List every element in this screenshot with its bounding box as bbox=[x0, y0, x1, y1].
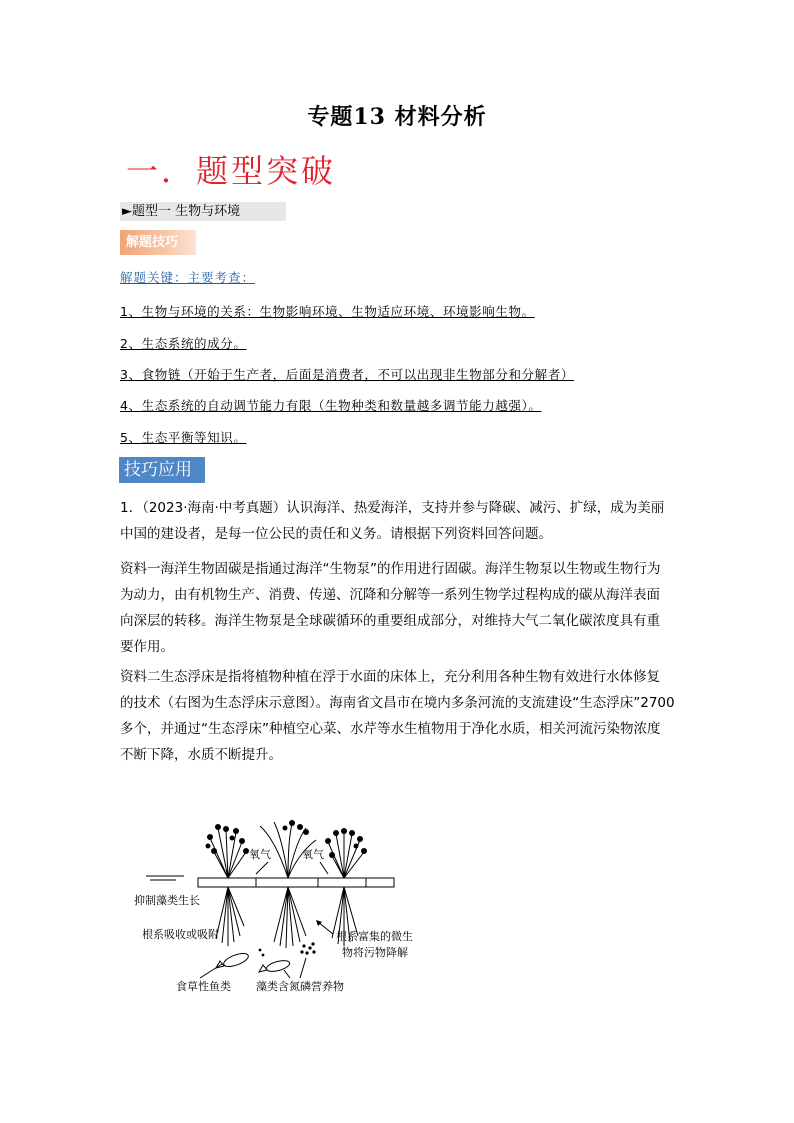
oxygen-label-left: 氧气 bbox=[249, 848, 271, 861]
oxygen-label-right: 氧气 bbox=[302, 848, 324, 861]
question-line: 的技术（右图为生态浮床示意图）。海南省文昌市在境内多条河流的支流建设“生态浮床”2700 bbox=[120, 695, 675, 711]
fish-right bbox=[259, 959, 291, 974]
section-title: 一．题型突破 bbox=[126, 152, 337, 190]
nutrient-particles bbox=[259, 942, 316, 956]
question-line: 资料二生态浮床是指将植物种植在浮于水面的床体上，充分利用各种生物有效进行水体修复 bbox=[120, 669, 660, 685]
nutrients-label: 藻类含氮磷营养物 bbox=[256, 980, 344, 993]
key-point-item: 2、生态系统的成分。 bbox=[120, 336, 247, 351]
question-line: 资料一海洋生物固碳是指通过海洋“生物泵”的作用进行固碳。海洋生物泵以生物或生物行为 bbox=[120, 561, 661, 577]
fish-label: 食草性鱼类 bbox=[176, 980, 231, 993]
microbe-label-line2: 物将污物降解 bbox=[342, 946, 408, 959]
question-line: 中国的建设者，是每一位公民的责任和义务。请根据下列资料回答问题。 bbox=[120, 526, 552, 542]
question-line: 为动力，由有机物生产、消费、传递、沉降和分解等一系列生物学过程构成的碳从海洋表面 bbox=[120, 587, 660, 603]
question-line: 多个，并通过“生态浮床”种植空心菜、水芹等水生植物用于净化水质，相关河流污染物浓度 bbox=[120, 721, 661, 737]
microbe-label-line1: 根系富集的微生 bbox=[336, 930, 413, 943]
tips-badge: 解题技巧 bbox=[120, 230, 196, 255]
key-point-item: 4、生态系统的自动调节能力有限（生物种类和数量越多调节能力越强）。 bbox=[120, 398, 542, 413]
question-line: 要作用。 bbox=[120, 639, 174, 655]
root-absorb-label: 根系吸收或吸附 bbox=[142, 928, 219, 941]
question-line: 1．（2023·海南·中考真题）认识海洋、热爱海洋，支持并参与降碳、减污、扩绿，成为美丽 bbox=[120, 500, 665, 516]
key-point-item: 3、食物链（开始于生产者，后面是消费者，不可以出现非生物部分和分解者） bbox=[120, 367, 574, 382]
apply-badge: 技巧应用 bbox=[119, 457, 205, 483]
fish-left bbox=[216, 951, 250, 969]
question-type-bar: ►题型一 生物与环境 bbox=[120, 202, 286, 221]
question-line: 向深层的转移。海洋生物泵是全球碳循环的重要组成部分，对维持大气二氧化碳浓度具有重 bbox=[120, 613, 660, 629]
key-point-item: 1、生物与环境的关系：生物影响环境、生物适应环境、环境影响生物。 bbox=[120, 304, 535, 319]
key-point-item: 5、生态平衡等知识。 bbox=[120, 430, 247, 445]
page-title: 专题13 材料分析 bbox=[307, 104, 487, 130]
question-line: 不断下降，水质不断提升。 bbox=[120, 747, 282, 763]
plant-right bbox=[328, 832, 364, 946]
key-points-heading: 解题关键：主要考查： bbox=[120, 270, 256, 285]
algae-inhibit-label: 抑制藻类生长 bbox=[134, 894, 200, 907]
floating-bed-diagram bbox=[128, 818, 428, 998]
